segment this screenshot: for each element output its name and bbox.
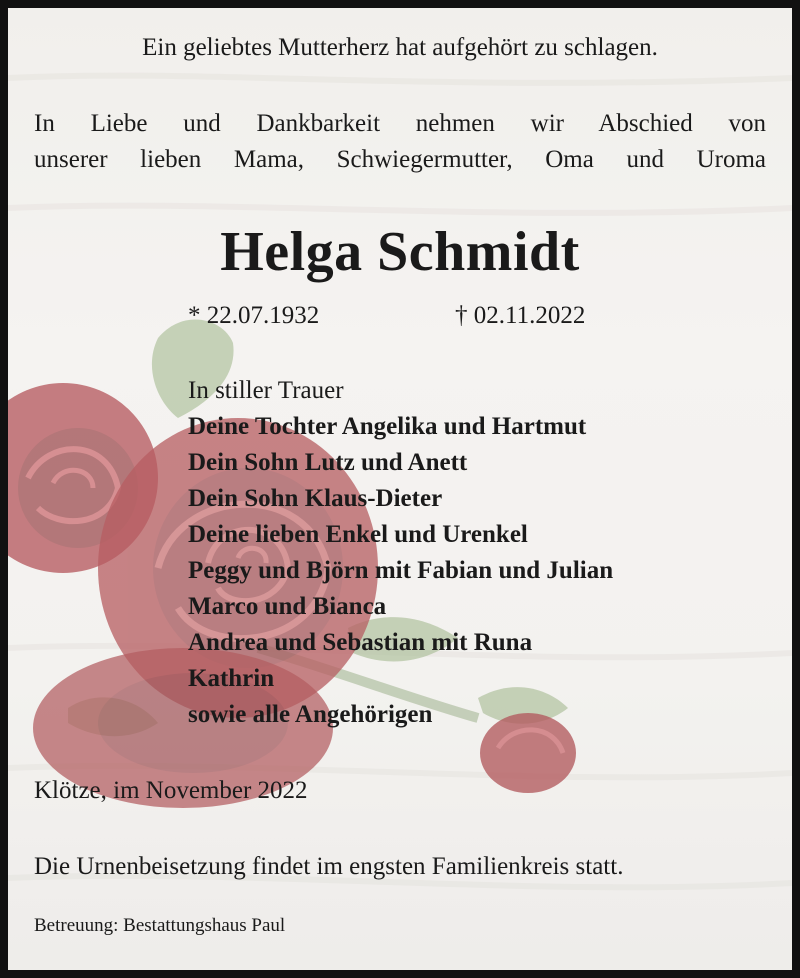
mourner-line: Dein Sohn Klaus-Dieter (188, 485, 443, 512)
mourner-line: Deine Tochter Angelika und Hartmut (188, 413, 587, 440)
place-date: Klötze, im November 2022 (34, 777, 308, 804)
mourner-line: Kathrin (188, 665, 275, 692)
mourner-line: Marco und Bianca (188, 593, 387, 620)
undertaker-credit: Betreuung: Bestattungshaus Paul (34, 915, 286, 936)
mourner-line: sowie alle Angehörigen (188, 701, 433, 728)
mourner-line: Andrea und Sebastian mit Runa (188, 629, 533, 656)
mourner-line: Deine lieben Enkel und Urenkel (188, 521, 528, 548)
mourner-line: Peggy und Björn mit Fabian und Julian (188, 557, 614, 584)
mourner-line: Dein Sohn Lutz und Anett (188, 449, 468, 476)
deceased-name: Helga Schmidt (220, 221, 580, 283)
mourning-intro: In stiller Trauer (188, 377, 344, 404)
intro-line: Ein geliebtes Mutterherz hat aufgehört zu schlagen. (142, 34, 658, 61)
burial-note: Die Urnenbeisetzung findet im engsten Familienkreis statt. (34, 853, 624, 880)
death-date: † 02.11.2022 (455, 302, 586, 329)
farewell-line-1: In Liebe und Dankbarkeit nehmen wir Abschied von (34, 110, 766, 137)
farewell-line-2: unserer lieben Mama, Schwiegermutter, Oma und Uroma (34, 146, 766, 173)
obituary-text (8, 8, 792, 970)
birth-date: * 22.07.1932 (188, 302, 320, 329)
